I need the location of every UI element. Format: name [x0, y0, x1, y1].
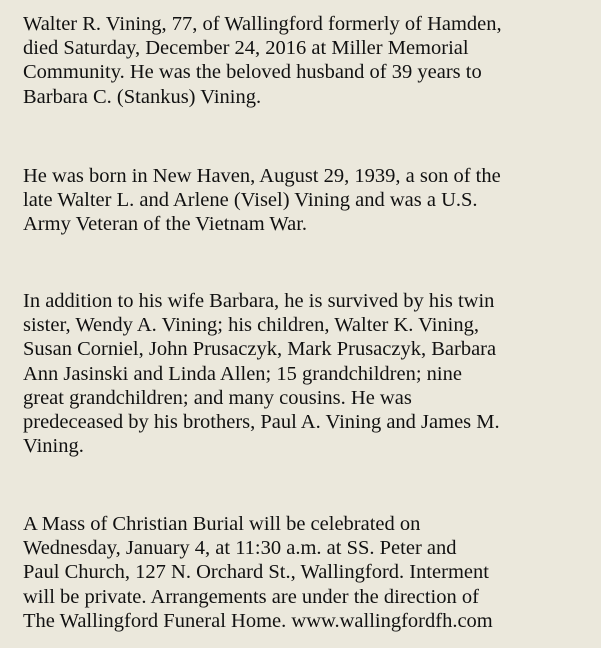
text-line: Paul Church, 127 N. Orchard St., Wallingford. Interment	[23, 561, 489, 584]
text-line: Vining.	[23, 435, 84, 458]
text-line: He was born in New Haven, August 29, 1939, a son of the	[23, 165, 501, 187]
text-line: predeceased by his brothers, Paul A. Vining and James M.	[23, 411, 500, 434]
text-line: Walter R. Vining, 77, of Wallingford formerly of Hamden,	[23, 13, 502, 35]
text-line: In addition to his wife Barbara, he is survived by his twin	[23, 290, 495, 312]
text-line: late Walter L. and Arlene (Visel) Vining and was a U.S.	[23, 189, 478, 212]
text-line: Ann Jasinski and Linda Allen; 15 grandchildren; nine	[23, 362, 462, 385]
text-line: Barbara C. (Stankus) Vining.	[23, 85, 262, 108]
text-line: Army Veteran of the Vietnam War.	[23, 213, 308, 236]
text-line: Susan Corniel, John Prusaczyk, Mark Prusaczyk, Barbara	[23, 338, 497, 361]
text-line: will be private. Arrangements are under the direction of	[23, 585, 479, 608]
paragraph-service-details	[23, 512, 493, 633]
text-line: sister, Wendy A. Vining; his children, Walter K. Vining,	[23, 314, 479, 337]
paragraph-birth-and-service	[23, 164, 501, 237]
text-line: Community. He was the beloved husband of 39 years to	[23, 61, 482, 84]
text-line: The Wallingford Funeral Home. www.wallingfordfh.com	[23, 609, 493, 632]
paragraph-survivors	[23, 289, 500, 458]
paragraph-death-notice	[23, 12, 502, 109]
text-line: great grandchildren; and many cousins. He was	[23, 386, 412, 409]
text-line: Wednesday, January 4, at 11:30 a.m. at SS. Peter and	[23, 537, 457, 560]
text-line: A Mass of Christian Burial will be celebrated on	[23, 513, 421, 535]
text-line: died Saturday, December 24, 2016 at Miller Memorial	[23, 37, 469, 60]
